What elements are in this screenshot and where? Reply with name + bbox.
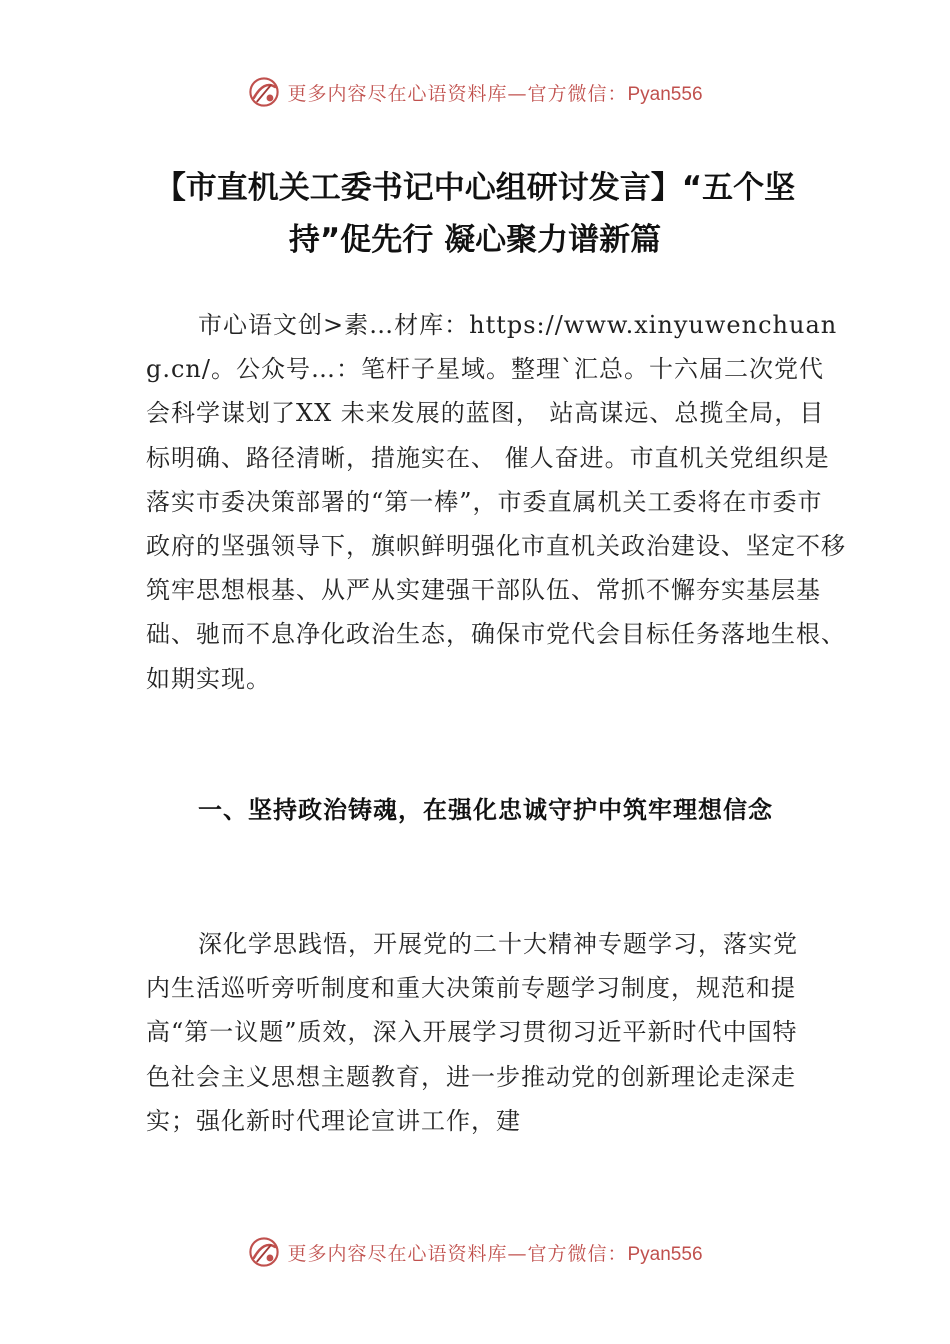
section-heading: 一、坚持政治铸魂，在强化忠诚守护中筑牢理想信念 bbox=[198, 796, 773, 824]
section-paragraph: 深化学思践悟，开展党的二十大精神专题学习，落实党内生活巡听旁听制度和重大决策前专题学习制度，规范和提高“第一议题”质效，深入开展学习贯彻习近平新时代中国特色社会主义思想主题教育，进一步推动党的创新理论走深走实；强化新时代理论宣讲工作，建 bbox=[146, 930, 798, 1135]
seal-logo-icon bbox=[247, 1235, 281, 1269]
header-banner-text: 更多内容尽在心语资料库—官方微信：Pyan556 bbox=[287, 82, 703, 105]
seal-logo-icon bbox=[247, 75, 281, 109]
header-wechat-id: Pyan556 bbox=[627, 83, 703, 105]
header-banner bbox=[0, 72, 950, 112]
intro-paragraph: 市心语文创>素…材库：https://www.xinyuwenchuang.cn/。公众号…：笔杆子星域。整理`汇总。十六届二次党代会科学谋划了XX 未来发展的蓝图， 站高谋远、总揽全局，目标明确、路径清晰，措施实在、 催人奋进。市直机关党组织是落实市委决策部署的“第一棒”，市委直属机关工委将在市委市政府的坚强领导下，旗帜鲜明强化市直机关政治建设、坚定不移筑牢思想根基、从严从实建强干部队伍、常抓不懈夯实基层基础、驰而不息净化政治生态，确保市党代会目标任务落地生根、如期实现。 bbox=[146, 311, 846, 693]
document-title: 【市直机关工委书记中心组研讨发言】“五个坚持”促先行 凝心聚力谱新篇 bbox=[154, 170, 796, 258]
footer-banner bbox=[0, 1232, 950, 1272]
footer-wechat-id: Pyan556 bbox=[627, 1243, 703, 1265]
footer-banner-text: 更多内容尽在心语资料库—官方微信：Pyan556 bbox=[287, 1242, 703, 1265]
